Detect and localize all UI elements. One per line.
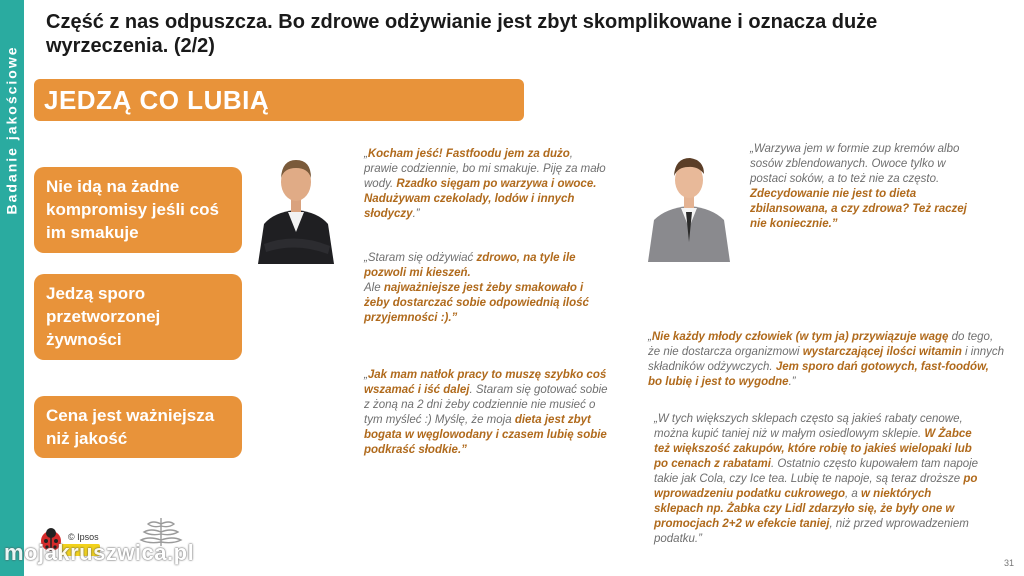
quote-2: „Staram się odżywiać zdrowo, na tyle ile pozwoli mi kieszeń. Ale najważniejsze jest żeby smakowało i żeby dostarczać sobie odpowiednią ilość przyjemności :).” [364,252,589,324]
insight-box: Cena jest ważniejsza niż jakość [34,396,242,458]
site-watermark: mojakruszwica.pl [4,540,195,565]
sidebar-label-wrap [0,0,24,260]
quote-3: „Jak mam natłok pracy to muszę szybko coś wszamać i iść dalej. Staram się gotować sobie z żoną na 2 dni żeby codziennie nie musieć o tym myśleć :) Myślę, że moja dieta jest zbyt bogata w węglowodany i czasem lubię sobie podkraść słodkie.” [364,369,608,456]
sidebar-label: Badanie jakościowe [4,45,20,215]
respondent-photo-man-dark-suit [254,152,338,264]
ipsos-copyright: © Ipsos [68,532,99,542]
quote-6: „W tych większych sklepach często są jakieś rabaty cenowe, można kupić taniej niż w małym osiedlowym sklepie. W Żabce też większość zakupów, które robię to jakieś wielopaki lub po cenach z rabatami. Ostatnio często kupowałem tam napoje takie jak Cola, czy Ice tea. Lubię te napoje, są teraz droższe po wprowadzeniu podatku cukrowego, a w niektórych sklepach np. Żabka czy Lidl zdarzyło się, że były one w promocjach 2+2 w efekcie taniej, niż przed wprowadzeniem podatku.” [654,413,979,545]
respondent-photo-young-man-grey-suit [646,152,732,262]
page-number: 31 [1003,558,1014,568]
section-banner-label: JEDZĄ CO LUBIĄ [44,85,270,115]
slide-title: Część z nas odpuszcza. Bo zdrowe odżywianie jest zbyt skomplikowane i oznacza duże wyrzeczenia. (2/2) [46,11,878,57]
insight-box: Jedzą sporo przetworzonej żywności [34,274,242,360]
section-banner [34,79,524,121]
quote-1: „Kocham jeść! Fastfoodu jem za dużo, prawie codziennie, bo mi smakuje. Piję za mało wody. Rzadko sięgam po warzywa i owoce. Nadużywam czekolady, lodów i innych słodyczy.” [364,148,606,220]
insight-box: Nie idą na żadne kompromisy jeśli coś im smakuje [34,167,242,253]
quote-5: „Nie każdy młody człowiek (w tym ja) przywiązuje wagę do tego, że nie dostarcza organizmowi wystarczającej ilości witamin i innych składników odżywczych. Jem sporo dań gotowych, fast-foodów, bo lubię i jest to wygodne.” [648,331,1005,388]
quote-4: „Warzywa jem w formie zup kremów albo sosów zblendowanych. Owoce tylko w postaci soków, a to też nie za często. Zdecydowanie nie jest to dieta zbilansowana, a czy zdrowa? Też raczej nie koniecznie.” [750,143,967,230]
